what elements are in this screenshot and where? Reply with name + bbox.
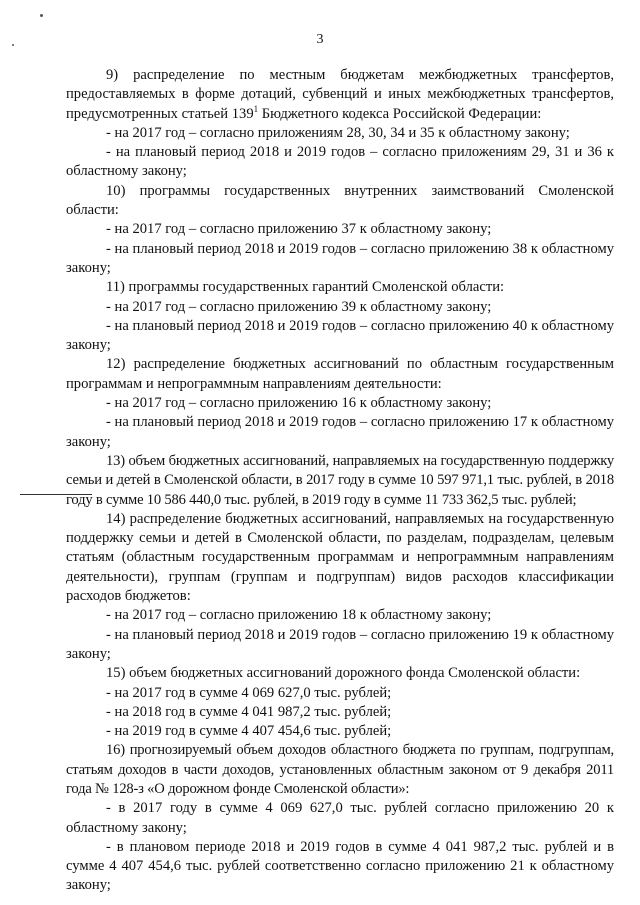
- paragraph-12: 12) распределение бюджетных ассигнований по областным государственным программам и непрограммным направлениям деятельности:: [66, 356, 614, 392]
- list-item: - на плановый период 2018 и 2019 годов – согласно приложению 40 к областному закону;: [66, 317, 614, 354]
- paragraph-11: 11) программы государственных гарантий Смоленской области:: [106, 279, 505, 296]
- scan-speck: [12, 44, 14, 46]
- scan-speck: [40, 14, 43, 17]
- paragraph-14: 14) распределение бюджетных ассигнований, направляемых на государственную поддержку семьи и детей в Смоленской области, по разделам, подразделам, целевым статьям (областным государственным программам и непрограммным направлениям деятельности), группам (группам и подгруппам) видов расходов классификации расходов бюджетов:: [66, 510, 614, 605]
- list-item: - в плановом периоде 2018 и 2019 годов в сумме 4 041 987,2 тыс. рублей и в сумме 4 407 454,6 тыс. рублей соответственно согласно приложению 21 к областному закону;: [66, 838, 614, 894]
- list-item: - на 2019 год в сумме 4 407 454,6 тыс. рублей;: [106, 723, 392, 740]
- list-item: - в 2017 году в сумме 4 069 627,0 тыс. рублей согласно приложению 20 к областному закону;: [66, 800, 614, 836]
- page-number: 3: [316, 32, 324, 47]
- paragraph-9: [66, 66, 614, 124]
- list-item: - на 2017 год – согласно приложениям 28, 30, 34 и 35 к областному закону;: [106, 124, 570, 141]
- list-item: - на 2017 год – согласно приложению 37 к областному закону;: [106, 221, 492, 238]
- paragraph-15: 15) объем бюджетных ассигнований дорожного фонда Смоленской области:: [106, 665, 581, 682]
- list-item: - на плановый период 2018 и 2019 годов – согласно приложению 19 к областному закону;: [66, 626, 614, 662]
- list-item: - на 2017 год – согласно приложению 18 к областному закону;: [106, 607, 492, 624]
- list-item: - на плановый период 2018 и 2019 годов – согласно приложению 17 к областному закону;: [66, 414, 614, 450]
- document-body: [66, 66, 614, 896]
- paragraph-text: Бюджетного кодекса Российской Федерации:: [258, 105, 542, 122]
- list-item: - на 2017 год – согласно приложению 39 к областному закону;: [106, 298, 492, 315]
- paragraph-16: 16) прогнозируемый объем доходов областного бюджета по группам, подгруппам, статьям доходов в части доходов, установленных областным законом от 9 декабря 2011 года № 128-з «О дорожном фонде Смоленской области»:: [66, 742, 614, 797]
- list-item: - на плановый период 2018 и 2019 годов – согласно приложениям 29, 31 и 36 к областному закону;: [66, 144, 614, 180]
- list-item: - на 2017 год в сумме 4 069 627,0 тыс. рублей;: [106, 684, 392, 701]
- list-item: - на плановый период 2018 и 2019 годов – согласно приложению 38 к областному закону;: [66, 240, 614, 276]
- superscript: 1: [253, 103, 259, 114]
- paragraph-13: 13) объем бюджетных ассигнований, направляемых на государственную поддержку семьи и детей в Смоленской области, в 2017 году в сумме 10 597 971,1 тыс. рублей, в 2018 году в сумме 10 586 440,0 тыс. рублей, в 2019 году в сумме 11 733 362,5 тыс. рублей;: [66, 452, 614, 508]
- list-item: - на 2017 год – согласно приложению 16 к областному закону;: [106, 395, 492, 412]
- list-item: - на 2018 год в сумме 4 041 987,2 тыс. рублей;: [106, 703, 392, 720]
- paragraph-10: 10) программы государственных внутренних заимствований Смоленской области:: [66, 182, 614, 219]
- paragraph-text: 9) распределение по местным бюджетам межбюджетных трансфертов, предоставляемых в форме дотаций, субвенций и иных межбюджетных трансфертов, предусмотренных статьей 139: [66, 67, 614, 122]
